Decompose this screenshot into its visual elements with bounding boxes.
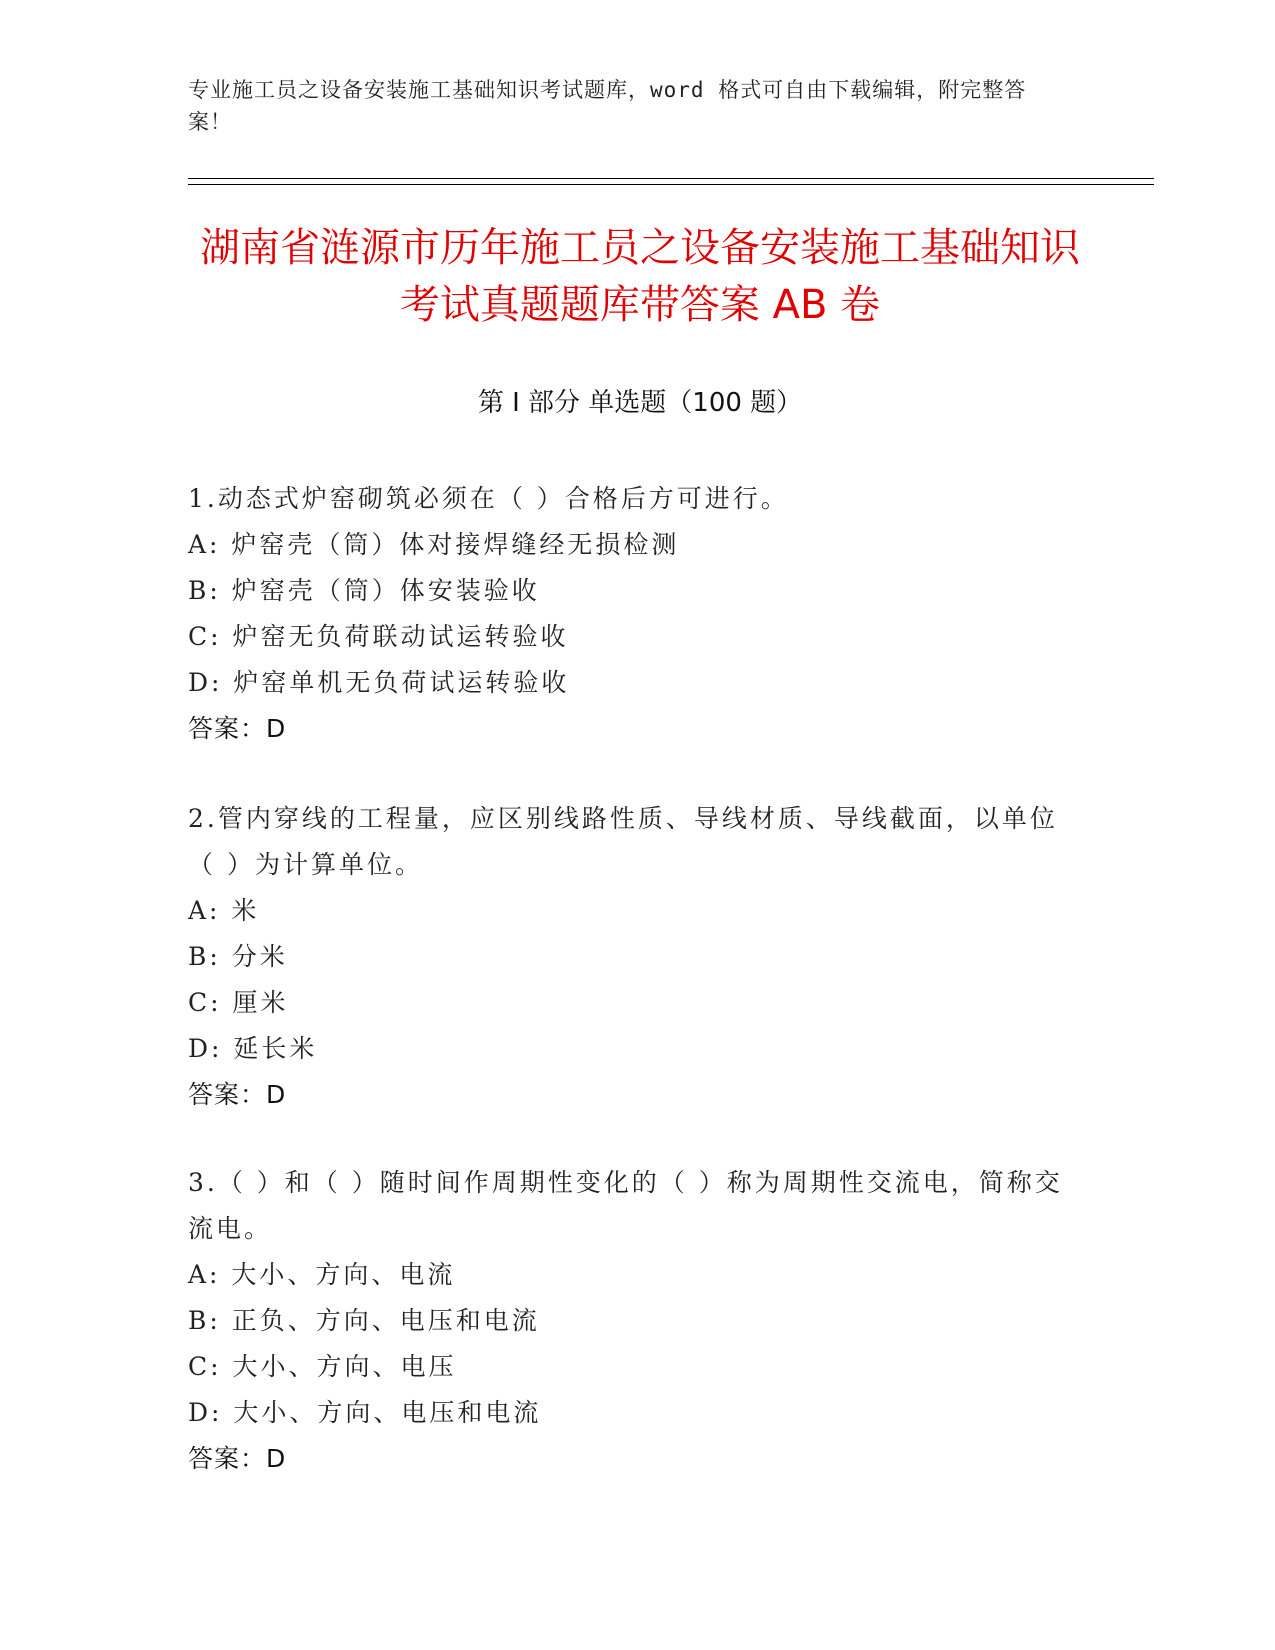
question-stem: 2.管内穿线的工程量，应区别线路性质、导线材质、导线截面，以单位（ ）为计算单位。 [188, 804, 1058, 879]
question-stem: 3.（ ）和（ ）随时间作周期性变化的（ ）称为周期性交流电，简称交流电。 [188, 1168, 1063, 1243]
option-c: C: 炉窑无负荷联动试运转验收 [188, 622, 569, 651]
option-a: A: 米 [188, 896, 260, 925]
question-2 [188, 796, 1068, 1118]
header-divider-bottom [188, 184, 1154, 185]
header-divider-top [188, 178, 1154, 179]
document-title: 湖南省涟源市历年施工员之设备安装施工基础知识考试真题题库带答案 AB 卷 [200, 225, 1080, 328]
option-d: D: 大小、方向、电压和电流 [188, 1398, 542, 1427]
section-heading: 第 I 部分 单选题（100 题） [477, 388, 803, 418]
option-b: B: 炉窑壳（筒）体安装验收 [188, 576, 540, 605]
option-c: C: 厘米 [188, 988, 289, 1017]
option-d: D: 延长米 [188, 1034, 318, 1063]
question-3 [188, 1160, 1068, 1482]
option-a: A: 炉窑壳（筒）体对接焊缝经无损检测 [188, 530, 680, 559]
answer-line: 答案：D [188, 1080, 287, 1109]
answer-line: 答案：D [188, 1444, 287, 1473]
question-stem: 1.动态式炉窑砌筑必须在（ ）合格后方可进行。 [188, 484, 789, 513]
option-a: A: 大小、方向、电流 [188, 1260, 456, 1289]
option-b: B: 分米 [188, 942, 288, 971]
option-c: C: 大小、方向、电压 [188, 1352, 457, 1381]
header-note: 专业施工员之设备安装施工基础知识考试题库，word 格式可自由下载编辑，附完整答案！ [188, 78, 1027, 134]
option-b: B: 正负、方向、电压和电流 [188, 1306, 540, 1335]
answer-line: 答案：D [188, 714, 287, 743]
option-d: D: 炉窑单机无负荷试运转验收 [188, 668, 570, 697]
question-1 [188, 476, 1068, 752]
